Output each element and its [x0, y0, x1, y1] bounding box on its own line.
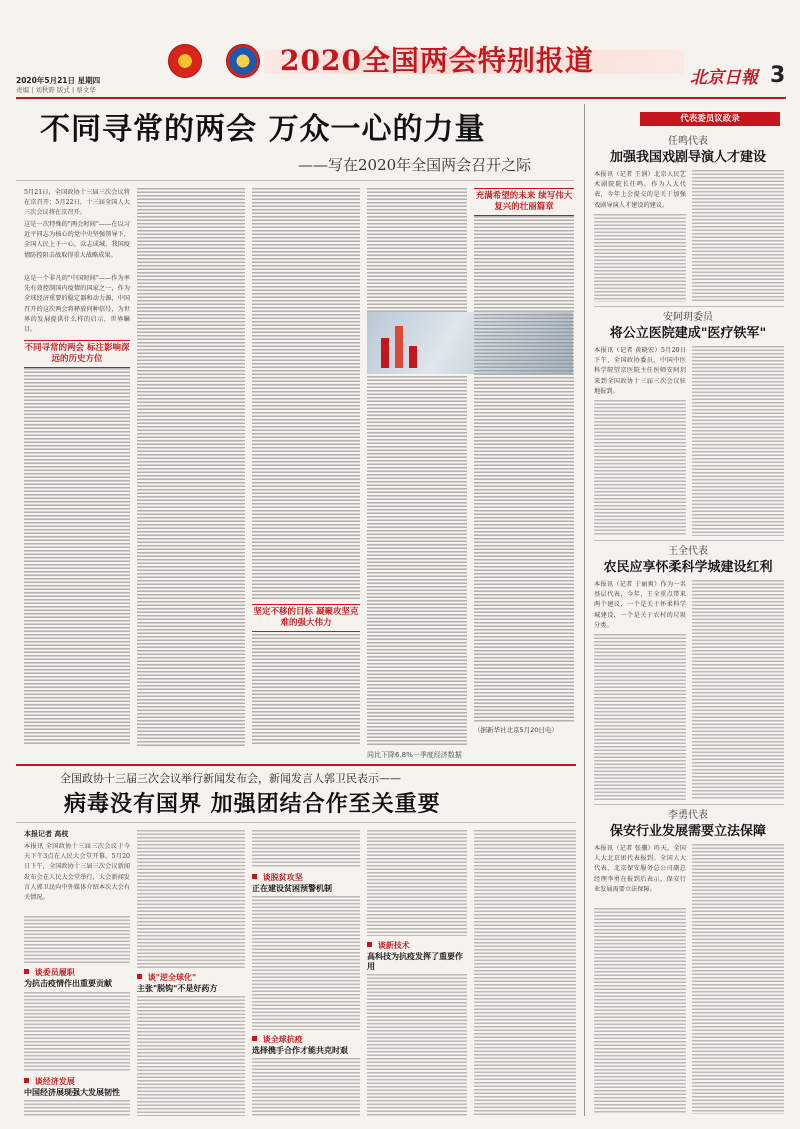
chart-bar-icon [409, 346, 417, 368]
second-colC-text-3 [252, 1058, 360, 1116]
page-number: 3 [770, 63, 786, 88]
second-colD-text-1 [367, 830, 467, 936]
section-subhead-economy: 中国经济展现强大发展韧性 [24, 1087, 120, 1097]
sidebar-text-3a [594, 634, 686, 800]
second-colB-text-2 [137, 996, 245, 1116]
second-colB-text-1 [137, 830, 245, 968]
lead-subheadline: ——写在2020年全国两会召开之际 [298, 156, 532, 174]
lead-col4-text-top [367, 188, 467, 312]
section-head-new-tech: 谈新技术 [367, 940, 410, 950]
second-headline-rule [16, 822, 576, 823]
sidebar-intro-1: 本报讯（记者 王润）北京人民艺术剧院院长任鸣，作为人大代表，今年上会提交的是关于加强戏剧导演人才建设的建议。 [594, 171, 686, 209]
sidebar-headline-1: 加强我国戏剧导演人才建设 [609, 150, 766, 165]
second-headline: 病毒没有国界 加强团结合作至关重要 [64, 791, 441, 817]
second-lead-text: 本报讯 全国政协十三届三次会议于今天下午3点在人民大会堂开幕。5月20日下午，全国政协十三届三次会议新闻发布会在人民大会堂举行，大会新闻发言人郭卫民向中外媒体介绍本次大会有关情况。 [24, 843, 130, 902]
second-colE-text [474, 830, 576, 1116]
lead-section-head-2: 充满希望的未来 续写伟大复兴的壮丽篇章 [474, 188, 574, 216]
sidebar-rule-3 [594, 804, 784, 805]
lead-col1-text [24, 368, 130, 746]
second-colC-text-1 [252, 830, 360, 868]
section-head-member-duty: 谈委员履职 [24, 967, 75, 977]
sidebar-tag: 代表委员议政录 [640, 112, 780, 126]
lead-col4-text-bottom [367, 376, 467, 746]
sidebar-text-2a [594, 400, 686, 536]
sidebar-rule-2 [594, 540, 784, 541]
second-colC-text-2 [252, 896, 360, 1030]
sidebar-text-1b [692, 170, 784, 302]
sidebar-person-4: 李勇代表 [668, 810, 708, 821]
lead-col3-text-bottom [252, 634, 360, 746]
lead-photo-caption: 同比下降6.8%一季度经济数据 [367, 751, 462, 759]
sidebar-headline-4: 保安行业发展需要立法保障 [609, 824, 766, 839]
sidebar-headline-3: 农民应享怀柔科学城建设红利 [603, 560, 773, 575]
banner-title: 2020全国两会特别报道 [280, 44, 594, 77]
cppcc-emblem-icon [226, 44, 260, 78]
sidebar-intro-4: 本报讯（记者 张骥）昨天，全国人大北京团代表报到。全国人大代表、北京保安服务总公司副总经理李勇在报到后表示，保安行业发展需要立法保障。 [594, 845, 686, 893]
lead-col3-text-top [252, 188, 360, 600]
lead-headline: 不同寻常的两会 万众一心的力量 [40, 112, 486, 147]
second-byline: 本报记者 高枝 [24, 830, 69, 838]
lead-col5-text [474, 216, 574, 722]
sidebar-text-4a [594, 908, 686, 1114]
masthead-rule [16, 97, 786, 99]
lead-bottom-rule [16, 764, 576, 766]
lead-divider [16, 180, 574, 181]
lead-news-agency: （据新华社北京5月20日电） [474, 726, 558, 734]
sidebar-person-1: 任鸣代表 [668, 136, 708, 147]
section-head-deglobalization: 谈"逆全球化" [137, 972, 196, 982]
lead-paragraph-2: 这是一次特殊的"两会时间"——在以习近平同志为核心的党中央坚强领导下，全国人民上下一心，众志成城，我国疫情防控阻击战取得重大战略成果。 [24, 221, 130, 259]
section-subhead-member-duty: 为抗击疫情作出重要贡献 [24, 978, 112, 988]
paper-name: 北京日報 [690, 68, 758, 88]
lead-section-head-3: 坚定不移的目标 凝聚攻坚克难的强大伟力 [252, 604, 360, 632]
chart-bar-icon [381, 338, 389, 368]
editors-credit: 责编 | 刘秋野 版式 | 蔡文华 [16, 86, 96, 94]
section-subhead-new-tech: 高科技为抗疫发挥了重要作用 [367, 951, 463, 971]
sidebar-rule-1 [594, 306, 784, 307]
sidebar-divider [584, 104, 585, 1116]
second-kicker: 全国政协十三届三次会议举行新闻发布会，新闻发言人郭卫民表示—— [60, 772, 401, 785]
sidebar-person-3: 王全代表 [668, 546, 708, 557]
second-colA-text-1 [24, 916, 130, 964]
section-head-poverty: 谈脱贫攻坚 [252, 872, 303, 882]
sidebar-text-1a [594, 214, 686, 302]
sidebar-person-2: 安阿玥委员 [663, 312, 713, 323]
section-subhead-global-fight: 选择携手合作才能共克时艰 [252, 1045, 348, 1055]
sidebar-headline-2: 将公立医院建成"医疗铁军" [609, 326, 767, 341]
lead-col2-text [137, 188, 245, 746]
section-subhead-poverty: 正在建设贫困预警机制 [252, 883, 332, 893]
sidebar-text-3b [692, 580, 784, 800]
chart-bar-icon [395, 326, 403, 368]
second-colA-text-3 [24, 1100, 130, 1116]
issue-date: 2020年5月21日 星期四 [16, 76, 101, 85]
second-colD-text-2 [367, 974, 467, 1116]
sidebar-intro-3: 本报讯（记者 于丽爽）作为一名基层代表，今年，王全重点带来两个建议，一个是关于怀柔科学城建设，一个是关于农村的垃圾分类。 [594, 581, 686, 629]
lead-paragraph-1: 5月21日，全国政协十三届三次会议将在京召开；5月22日，十三届全国人大三次会议将在京召开。 [24, 189, 130, 217]
section-head-economy: 谈经济发展 [24, 1076, 75, 1086]
lead-section-head-1: 不同寻常的两会 标注影响深远的历史方位 [24, 340, 130, 368]
lead-paragraph-3: 这是一个非凡的"中国时间"——作为率先有效控制国内疫情的国家之一，作为全球经济重要的稳定器和动力源，中国召开的这次两会将释放何种信号，为世界的发展提供什么样的启示，世界瞩目。 [24, 275, 130, 334]
section-subhead-deglobalization: 主张"脱钩"不是好药方 [137, 983, 218, 993]
national-emblem-icon [168, 44, 202, 78]
masthead [0, 0, 800, 100]
sidebar-intro-2: 本报讯（记者 黄晓宏）5月20日下午，全国政协委员、中国中医科学院望京医院主任医师安阿玥来到全国政协十三届三次会议驻地报到。 [594, 347, 686, 395]
second-colA-text-2 [24, 992, 130, 1072]
sidebar-text-4b [692, 844, 784, 1114]
sidebar-text-2b [692, 346, 784, 536]
section-head-global-fight: 谈全球抗疫 [252, 1034, 303, 1044]
